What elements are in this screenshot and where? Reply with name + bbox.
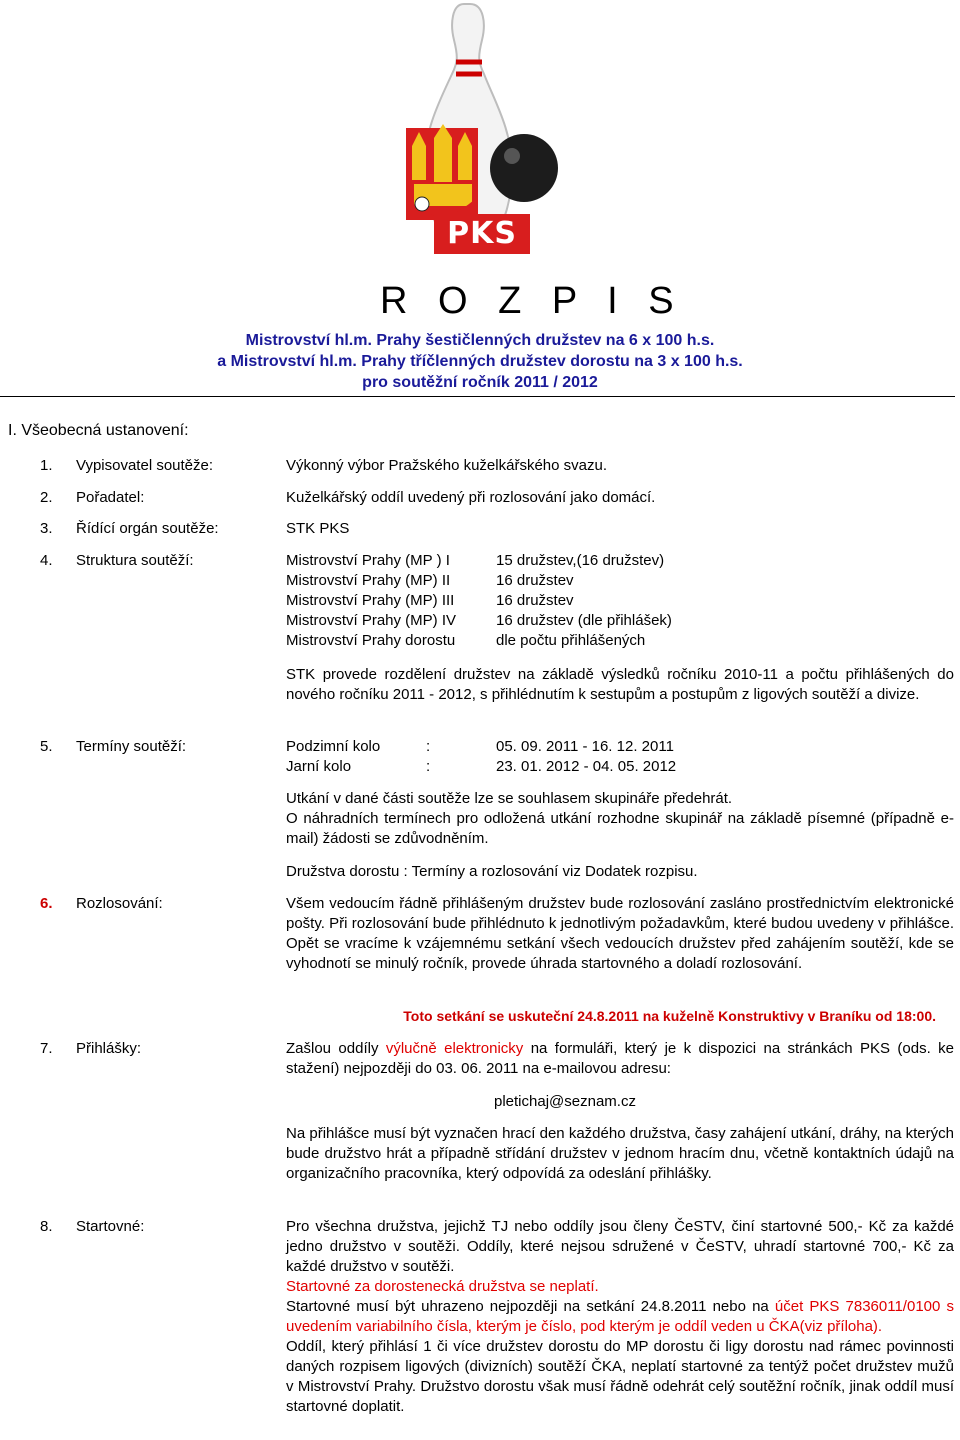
fee-youth-exempt: Startovné za dorostenecká družstva se neplatí. bbox=[286, 1278, 599, 1295]
spring-colon: : bbox=[426, 758, 431, 775]
item-5-label: Termíny soutěží: bbox=[76, 738, 187, 755]
league-name: Mistrovství Prahy (MP) IV bbox=[286, 612, 457, 629]
league-name: Mistrovství Prahy (MP) III bbox=[286, 592, 455, 609]
team-count: 16 družstev (dle přihlášek) bbox=[496, 612, 672, 629]
item-8-number: 8. bbox=[40, 1218, 53, 1235]
item-2-label: Pořadatel: bbox=[76, 489, 145, 506]
structure-row bbox=[286, 591, 672, 611]
autumn-colon: : bbox=[426, 738, 431, 755]
item-2-number: 2. bbox=[40, 489, 53, 506]
spring-label: Jarní kolo bbox=[286, 758, 352, 775]
fee-text bbox=[286, 1217, 954, 1417]
draw-text: Všem vedoucím řádně přihlášeným družstev bude rozlosování zasláno prostřednictvím elektronické pošty. Při rozlosování bude přihlédnuto k jednotlivým požadavkům, které budou uvedeny v přihlášce. Opět se vracíme k vzájemnému setkání všech vedoucích družstev před zahájením soutěží, kde se vyhodnotí se minulý ročník, provede úhrada startovného a doladí rozlosování. bbox=[286, 895, 954, 972]
item-7-label: Přihlášky: bbox=[76, 1040, 142, 1057]
item-1-value: Výkonný výbor Pražského kuželkářského svazu. bbox=[286, 457, 607, 474]
item-6-label: Rozlosování: bbox=[76, 895, 163, 912]
structure-row bbox=[286, 631, 672, 651]
item-3-number: 3. bbox=[40, 520, 53, 537]
team-count: dle počtu přihlášených bbox=[496, 632, 646, 649]
team-count: 15 družstev,(16 družstev) bbox=[496, 552, 665, 569]
document-title: R O Z P I S bbox=[380, 280, 684, 322]
applications-electronic: výlučně elektronicky bbox=[385, 1040, 524, 1057]
spring-dates: 23. 01. 2012 - 04. 05. 2012 bbox=[496, 758, 677, 775]
subtitle-line-1: Mistrovství hl.m. Prahy šestičlenných družstev na 6 x 100 h.s. bbox=[245, 332, 715, 349]
structure-row bbox=[286, 551, 672, 571]
structure-row bbox=[286, 611, 672, 631]
autumn-dates: 05. 09. 2011 - 16. 12. 2011 bbox=[496, 738, 674, 755]
applications-requirements: Na přihlášce musí být vyznačen hrací den každého družstva, časy zahájení utkání, dráhy, na kterých bude družstvo hrát a případně střídání družstev v jednom hracím dnu, včetně kontaktních údajů na organizačního pracovníka, který odpovídá za odeslání přihlášky. bbox=[286, 1125, 954, 1182]
schedule-note-3: Družstva dorostu : Termíny a rozlosování viz Dodatek rozpisu. bbox=[286, 863, 698, 880]
fee-account: účet PKS 7836011/0100 s uvedením variabilního čísla, kterým je číslo, pod kterým je oddíl veden u ČKA(viz příloha). bbox=[286, 1298, 954, 1335]
item-2-value: Kuželkářský oddíl uvedený při rozlosování jako domácí. bbox=[286, 489, 656, 506]
applications-text bbox=[286, 1039, 954, 1079]
meeting-note: Toto setkání se uskuteční 24.8.2011 na kuželně Konstruktivy v Braníku od 18:00. bbox=[403, 1008, 936, 1024]
structure-note: STK provede rozdělení družstev na základě výsledků ročníku 2010-11 a počtu přihlášených do nového ročníku 2011 - 2012, s přihlédnutím k sestupům a postupům z ligových soutěží a divize. bbox=[286, 666, 954, 703]
structure-row bbox=[286, 571, 672, 591]
fee-youth-rule: Oddíl, který přihlásí 1 či více družstev dorostu do MP dorostu či ligy dorostu nad rámec povinnosti daných rozpisem ligových (divizních) soutěží ČKA, neplatí startovné za tentýž počet družstev mužů v Mistrovství Prahy. Družstvo dorostu však musí řádně odehrát celý soutěžní ročník, jinak oddíl musí startovné doplatit. bbox=[286, 1338, 954, 1415]
contact-email: pletichaj@seznam.cz bbox=[494, 1093, 636, 1110]
subtitle-line-3: pro soutěžní ročník 2011 / 2012 bbox=[362, 374, 598, 391]
fee-amounts: Pro všechna družstva, jejichž TJ nebo oddíly jsou členy ČeSTV, činí startovné 500,- Kč za každé jedno družstvo v soutěži. Oddíly, které nejsou sdružené v ČeSTV, uhradí startovné 700,- Kč za každé družstvo v soutěži. bbox=[286, 1218, 954, 1275]
pks-logo bbox=[400, 0, 562, 258]
league-name: Mistrovství Prahy (MP) II bbox=[286, 572, 451, 589]
team-count: 16 družstev bbox=[496, 572, 574, 589]
autumn-term bbox=[286, 737, 674, 757]
schedule-note-1: Utkání v dané části soutěže lze se souhlasem skupináře předehrát. bbox=[286, 790, 733, 807]
item-6-number: 6. bbox=[40, 895, 53, 912]
item-1-label: Vypisovatel soutěže: bbox=[76, 457, 214, 474]
logo-text: PKS bbox=[447, 216, 517, 251]
subtitle-line-2: a Mistrovství hl.m. Prahy tříčlenných družstev dorostu na 3 x 100 h.s. bbox=[217, 353, 743, 370]
item-7-number: 7. bbox=[40, 1040, 53, 1057]
spring-term bbox=[286, 757, 676, 777]
header-divider bbox=[0, 396, 955, 397]
item-3-value: STK PKS bbox=[286, 520, 350, 537]
item-4-number: 4. bbox=[40, 552, 53, 569]
fee-payment: Startovné musí být uhrazeno nejpozději na setkání 24.8.2011 nebo na bbox=[286, 1298, 775, 1315]
league-name: Mistrovství Prahy dorostu bbox=[286, 632, 456, 649]
league-name: Mistrovství Prahy (MP ) I bbox=[286, 552, 450, 569]
item-4-label: Struktura soutěží: bbox=[76, 552, 194, 569]
applications-rest: na formuláři, který je k dispozici na stránkách PKS (ods. ke stažení) nejpozději do 03. 06. 2011 na e-mailovou adresu: bbox=[286, 1040, 954, 1077]
schedule-note-2: O náhradních termínech pro odložená utkání rozhodne skupinář na základě písemné (případně e-mail) žádosti se zdůvodněním. bbox=[286, 810, 954, 847]
section-heading: I. Všeobecná ustanovení: bbox=[8, 422, 189, 439]
item-1-number: 1. bbox=[40, 457, 53, 474]
autumn-label: Podzimní kolo bbox=[286, 738, 381, 755]
item-3-label: Řídící orgán soutěže: bbox=[76, 520, 219, 537]
team-count: 16 družstev bbox=[496, 592, 574, 609]
applications-intro: Zašlou oddíly bbox=[286, 1040, 386, 1057]
structure-table bbox=[286, 551, 672, 651]
item-8-label: Startovné: bbox=[76, 1218, 145, 1235]
item-5-number: 5. bbox=[40, 738, 53, 755]
